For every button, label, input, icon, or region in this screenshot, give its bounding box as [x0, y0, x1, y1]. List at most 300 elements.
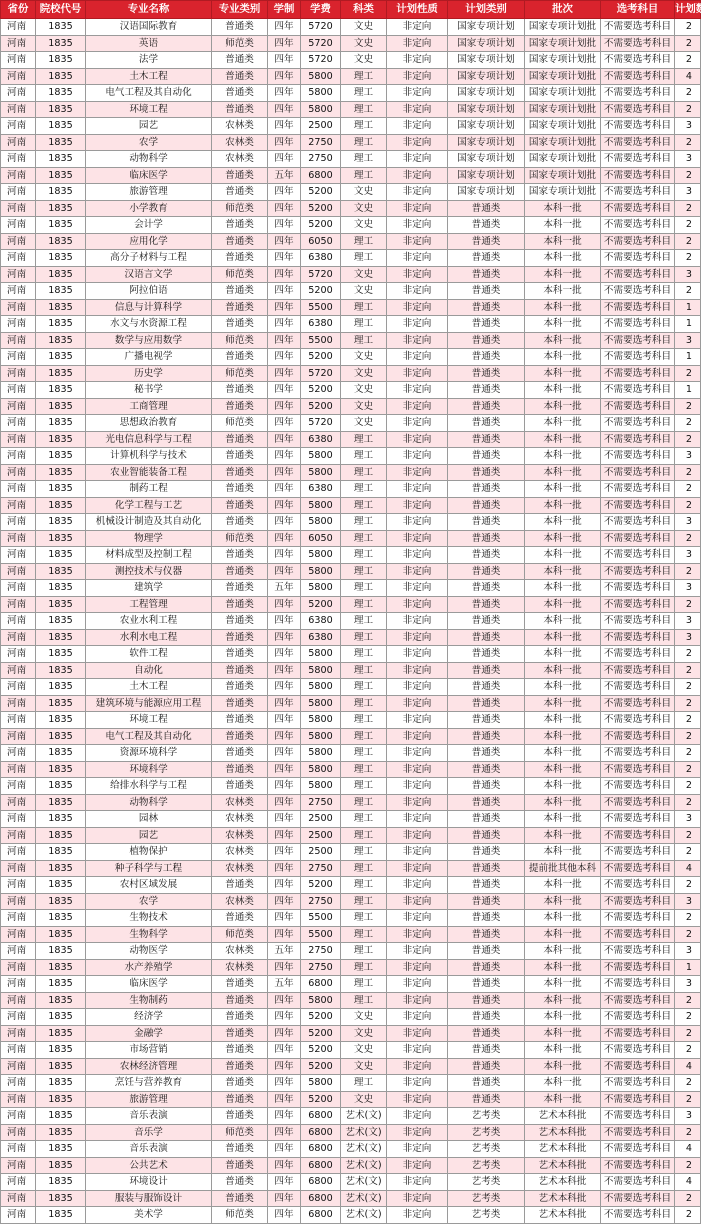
cell-major-category: 农林类	[212, 860, 268, 877]
cell-plan-count: 2	[675, 926, 701, 943]
cell-duration: 四年	[268, 1042, 301, 1059]
cell-subject-type: 理工	[341, 530, 387, 547]
cell-major-name: 建筑环境与能源应用工程	[86, 695, 212, 712]
cell-major-name: 水产养殖学	[86, 959, 212, 976]
table-row	[1, 893, 701, 910]
cell-batch: 国家专项计划批	[525, 68, 601, 85]
cell-province: 河南	[1, 382, 36, 399]
cell-plan-nature: 非定向	[387, 464, 448, 481]
cell-school-code: 1835	[36, 1009, 86, 1026]
table-row	[1, 679, 701, 696]
cell-school-code: 1835	[36, 1091, 86, 1108]
cell-province: 河南	[1, 332, 36, 349]
cell-subject-type: 文史	[341, 200, 387, 217]
cell-school-code: 1835	[36, 1207, 86, 1224]
cell-duration: 四年	[268, 398, 301, 415]
cell-plan-count: 2	[675, 1190, 701, 1207]
cell-plan-count: 2	[675, 398, 701, 415]
cell-plan-nature: 非定向	[387, 266, 448, 283]
cell-school-code: 1835	[36, 580, 86, 597]
cell-plan-nature: 非定向	[387, 19, 448, 36]
cell-tuition: 2500	[301, 811, 341, 828]
cell-school-code: 1835	[36, 646, 86, 663]
cell-major-name: 旅游管理	[86, 184, 212, 201]
cell-major-category: 农林类	[212, 893, 268, 910]
cell-tuition: 5200	[301, 1091, 341, 1108]
cell-plan-nature: 非定向	[387, 283, 448, 300]
cell-school-code: 1835	[36, 19, 86, 36]
cell-batch: 本科一批	[525, 992, 601, 1009]
cell-major-name: 音乐学	[86, 1124, 212, 1141]
cell-subject-type: 理工	[341, 134, 387, 151]
cell-major-category: 普通类	[212, 1108, 268, 1125]
cell-major-name: 英语	[86, 35, 212, 52]
cell-batch: 本科一批	[525, 250, 601, 267]
cell-plan-count: 2	[675, 530, 701, 547]
cell-plan-count: 3	[675, 629, 701, 646]
cell-province: 河南	[1, 596, 36, 613]
cell-plan-nature: 非定向	[387, 35, 448, 52]
cell-tuition: 6380	[301, 613, 341, 630]
cell-plan-count: 2	[675, 778, 701, 795]
cell-subject-type: 文史	[341, 1025, 387, 1042]
table-row	[1, 1207, 701, 1224]
cell-subject-type: 理工	[341, 481, 387, 498]
cell-major-category: 普通类	[212, 745, 268, 762]
column-header-plan-nature: 计划性质	[387, 1, 448, 19]
cell-plan-nature: 非定向	[387, 877, 448, 894]
cell-elective-subjects: 不需要选考科目	[601, 728, 675, 745]
cell-batch: 本科一批	[525, 712, 601, 729]
cell-elective-subjects: 不需要选考科目	[601, 877, 675, 894]
cell-province: 河南	[1, 547, 36, 564]
cell-subject-type: 理工	[341, 926, 387, 943]
cell-major-name: 土木工程	[86, 679, 212, 696]
cell-elective-subjects: 不需要选考科目	[601, 217, 675, 234]
cell-subject-type: 艺术(文)	[341, 1141, 387, 1158]
table-row	[1, 613, 701, 630]
cell-major-category: 农林类	[212, 844, 268, 861]
cell-subject-type: 文史	[341, 19, 387, 36]
cell-plan-nature: 非定向	[387, 415, 448, 432]
cell-plan-category: 普通类	[448, 299, 525, 316]
table-row	[1, 1190, 701, 1207]
cell-elective-subjects: 不需要选考科目	[601, 1207, 675, 1224]
cell-duration: 四年	[268, 415, 301, 432]
cell-major-category: 普通类	[212, 448, 268, 465]
table-row	[1, 167, 701, 184]
cell-major-category: 普通类	[212, 464, 268, 481]
cell-elective-subjects: 不需要选考科目	[601, 646, 675, 663]
cell-plan-nature: 非定向	[387, 695, 448, 712]
cell-school-code: 1835	[36, 926, 86, 943]
cell-subject-type: 理工	[341, 794, 387, 811]
cell-major-name: 土木工程	[86, 68, 212, 85]
cell-province: 河南	[1, 662, 36, 679]
cell-subject-type: 理工	[341, 695, 387, 712]
cell-plan-count: 2	[675, 728, 701, 745]
cell-tuition: 5500	[301, 332, 341, 349]
cell-subject-type: 理工	[341, 712, 387, 729]
cell-plan-count: 3	[675, 547, 701, 564]
cell-duration: 四年	[268, 316, 301, 333]
cell-major-name: 工商管理	[86, 398, 212, 415]
cell-batch: 本科一批	[525, 200, 601, 217]
cell-tuition: 2750	[301, 794, 341, 811]
table-row	[1, 299, 701, 316]
cell-plan-nature: 非定向	[387, 118, 448, 135]
cell-duration: 四年	[268, 184, 301, 201]
cell-plan-count: 2	[675, 464, 701, 481]
cell-elective-subjects: 不需要选考科目	[601, 250, 675, 267]
cell-tuition: 2500	[301, 827, 341, 844]
cell-major-category: 普通类	[212, 1058, 268, 1075]
cell-school-code: 1835	[36, 827, 86, 844]
cell-duration: 四年	[268, 1174, 301, 1191]
table-row	[1, 118, 701, 135]
cell-school-code: 1835	[36, 415, 86, 432]
cell-school-code: 1835	[36, 151, 86, 168]
cell-batch: 本科一批	[525, 794, 601, 811]
cell-plan-nature: 非定向	[387, 761, 448, 778]
cell-province: 河南	[1, 1157, 36, 1174]
cell-plan-category: 普通类	[448, 811, 525, 828]
cell-plan-category: 国家专项计划	[448, 101, 525, 118]
cell-major-category: 普通类	[212, 316, 268, 333]
cell-plan-nature: 非定向	[387, 1190, 448, 1207]
cell-major-name: 信息与计算科学	[86, 299, 212, 316]
cell-batch: 国家专项计划批	[525, 184, 601, 201]
cell-plan-category: 普通类	[448, 629, 525, 646]
cell-subject-type: 理工	[341, 860, 387, 877]
cell-subject-type: 理工	[341, 85, 387, 102]
cell-province: 河南	[1, 250, 36, 267]
cell-plan-count: 3	[675, 811, 701, 828]
cell-major-category: 师范类	[212, 1207, 268, 1224]
cell-major-name: 金融学	[86, 1025, 212, 1042]
cell-duration: 四年	[268, 1124, 301, 1141]
cell-major-name: 农业智能装备工程	[86, 464, 212, 481]
cell-batch: 本科一批	[525, 811, 601, 828]
cell-plan-category: 艺考类	[448, 1207, 525, 1224]
cell-batch: 本科一批	[525, 217, 601, 234]
cell-plan-nature: 非定向	[387, 844, 448, 861]
cell-plan-count: 2	[675, 844, 701, 861]
cell-plan-nature: 非定向	[387, 745, 448, 762]
cell-plan-nature: 非定向	[387, 563, 448, 580]
cell-subject-type: 文史	[341, 349, 387, 366]
cell-province: 河南	[1, 233, 36, 250]
cell-school-code: 1835	[36, 695, 86, 712]
cell-province: 河南	[1, 35, 36, 52]
cell-tuition: 5200	[301, 877, 341, 894]
cell-subject-type: 理工	[341, 448, 387, 465]
cell-batch: 艺术本科批	[525, 1141, 601, 1158]
cell-plan-nature: 非定向	[387, 1042, 448, 1059]
cell-major-name: 数学与应用数学	[86, 332, 212, 349]
column-header-elective-subjects: 选考科目	[601, 1, 675, 19]
cell-duration: 四年	[268, 662, 301, 679]
cell-province: 河南	[1, 778, 36, 795]
cell-elective-subjects: 不需要选考科目	[601, 398, 675, 415]
cell-province: 河南	[1, 1190, 36, 1207]
column-header-major-name: 专业名称	[86, 1, 212, 19]
cell-plan-count: 1	[675, 316, 701, 333]
cell-major-category: 普通类	[212, 580, 268, 597]
cell-major-category: 普通类	[212, 85, 268, 102]
cell-elective-subjects: 不需要选考科目	[601, 118, 675, 135]
cell-subject-type: 理工	[341, 943, 387, 960]
cell-school-code: 1835	[36, 794, 86, 811]
cell-major-category: 农林类	[212, 943, 268, 960]
cell-elective-subjects: 不需要选考科目	[601, 332, 675, 349]
cell-tuition: 5800	[301, 497, 341, 514]
cell-major-name: 建筑学	[86, 580, 212, 597]
cell-major-name: 水利水电工程	[86, 629, 212, 646]
cell-batch: 本科一批	[525, 761, 601, 778]
cell-plan-count: 2	[675, 761, 701, 778]
cell-elective-subjects: 不需要选考科目	[601, 613, 675, 630]
table-row	[1, 464, 701, 481]
cell-school-code: 1835	[36, 266, 86, 283]
cell-subject-type: 理工	[341, 250, 387, 267]
cell-school-code: 1835	[36, 68, 86, 85]
cell-tuition: 6800	[301, 1174, 341, 1191]
cell-province: 河南	[1, 19, 36, 36]
cell-school-code: 1835	[36, 1190, 86, 1207]
cell-tuition: 5800	[301, 448, 341, 465]
cell-major-category: 普通类	[212, 1042, 268, 1059]
cell-major-category: 普通类	[212, 679, 268, 696]
cell-subject-type: 理工	[341, 629, 387, 646]
cell-school-code: 1835	[36, 712, 86, 729]
cell-major-category: 农林类	[212, 827, 268, 844]
cell-elective-subjects: 不需要选考科目	[601, 959, 675, 976]
cell-plan-count: 2	[675, 497, 701, 514]
cell-duration: 四年	[268, 68, 301, 85]
cell-duration: 四年	[268, 563, 301, 580]
cell-plan-count: 2	[675, 101, 701, 118]
cell-plan-count: 3	[675, 266, 701, 283]
cell-plan-category: 普通类	[448, 910, 525, 927]
cell-batch: 国家专项计划批	[525, 101, 601, 118]
cell-plan-count: 2	[675, 992, 701, 1009]
cell-elective-subjects: 不需要选考科目	[601, 415, 675, 432]
cell-major-category: 师范类	[212, 415, 268, 432]
cell-major-category: 普通类	[212, 1190, 268, 1207]
cell-subject-type: 理工	[341, 514, 387, 531]
cell-major-category: 普通类	[212, 910, 268, 927]
table-row	[1, 1009, 701, 1026]
cell-duration: 四年	[268, 52, 301, 69]
cell-province: 河南	[1, 761, 36, 778]
cell-subject-type: 文史	[341, 283, 387, 300]
cell-school-code: 1835	[36, 596, 86, 613]
cell-duration: 四年	[268, 266, 301, 283]
cell-elective-subjects: 不需要选考科目	[601, 1108, 675, 1125]
cell-subject-type: 理工	[341, 431, 387, 448]
cell-major-category: 师范类	[212, 200, 268, 217]
cell-plan-count: 2	[675, 283, 701, 300]
cell-plan-count: 2	[675, 217, 701, 234]
table-row	[1, 382, 701, 399]
cell-plan-nature: 非定向	[387, 712, 448, 729]
cell-province: 河南	[1, 134, 36, 151]
cell-plan-category: 普通类	[448, 431, 525, 448]
cell-elective-subjects: 不需要选考科目	[601, 1091, 675, 1108]
cell-plan-nature: 非定向	[387, 613, 448, 630]
cell-plan-nature: 非定向	[387, 184, 448, 201]
cell-plan-category: 普通类	[448, 266, 525, 283]
cell-plan-nature: 非定向	[387, 1157, 448, 1174]
table-row	[1, 1174, 701, 1191]
cell-major-name: 公共艺术	[86, 1157, 212, 1174]
cell-major-name: 环境工程	[86, 101, 212, 118]
cell-batch: 提前批其他本科	[525, 860, 601, 877]
cell-plan-category: 普通类	[448, 860, 525, 877]
cell-tuition: 5800	[301, 992, 341, 1009]
cell-school-code: 1835	[36, 778, 86, 795]
cell-plan-count: 2	[675, 662, 701, 679]
table-row	[1, 563, 701, 580]
cell-duration: 四年	[268, 250, 301, 267]
cell-province: 河南	[1, 1009, 36, 1026]
cell-school-code: 1835	[36, 629, 86, 646]
cell-elective-subjects: 不需要选考科目	[601, 629, 675, 646]
cell-plan-category: 普通类	[448, 250, 525, 267]
cell-plan-nature: 非定向	[387, 728, 448, 745]
cell-major-category: 普通类	[212, 646, 268, 663]
cell-duration: 四年	[268, 629, 301, 646]
column-header-school-code: 院校代号	[36, 1, 86, 19]
cell-plan-count: 3	[675, 184, 701, 201]
cell-province: 河南	[1, 992, 36, 1009]
table-row	[1, 283, 701, 300]
cell-batch: 本科一批	[525, 943, 601, 960]
cell-major-category: 普通类	[212, 250, 268, 267]
cell-plan-count: 2	[675, 679, 701, 696]
cell-province: 河南	[1, 613, 36, 630]
cell-major-category: 师范类	[212, 1124, 268, 1141]
cell-major-name: 种子科学与工程	[86, 860, 212, 877]
cell-major-name: 应用化学	[86, 233, 212, 250]
cell-subject-type: 理工	[341, 118, 387, 135]
table-row	[1, 514, 701, 531]
cell-subject-type: 理工	[341, 893, 387, 910]
cell-major-name: 光电信息科学与工程	[86, 431, 212, 448]
table-row	[1, 1157, 701, 1174]
cell-subject-type: 艺术(文)	[341, 1207, 387, 1224]
cell-subject-type: 理工	[341, 778, 387, 795]
cell-major-name: 会计学	[86, 217, 212, 234]
cell-plan-category: 国家专项计划	[448, 134, 525, 151]
cell-duration: 四年	[268, 926, 301, 943]
cell-plan-nature: 非定向	[387, 52, 448, 69]
cell-school-code: 1835	[36, 613, 86, 630]
cell-batch: 国家专项计划批	[525, 52, 601, 69]
table-row	[1, 497, 701, 514]
cell-school-code: 1835	[36, 184, 86, 201]
cell-duration: 四年	[268, 761, 301, 778]
column-header-province: 省份	[1, 1, 36, 19]
column-header-major-category: 专业类别	[212, 1, 268, 19]
cell-province: 河南	[1, 151, 36, 168]
cell-plan-count: 2	[675, 134, 701, 151]
cell-batch: 本科一批	[525, 464, 601, 481]
cell-plan-category: 普通类	[448, 679, 525, 696]
cell-plan-count: 2	[675, 167, 701, 184]
cell-major-category: 普通类	[212, 233, 268, 250]
cell-duration: 四年	[268, 712, 301, 729]
table-row	[1, 266, 701, 283]
cell-province: 河南	[1, 860, 36, 877]
cell-elective-subjects: 不需要选考科目	[601, 844, 675, 861]
cell-major-category: 普通类	[212, 992, 268, 1009]
cell-school-code: 1835	[36, 761, 86, 778]
cell-major-category: 普通类	[212, 283, 268, 300]
cell-subject-type: 艺术(文)	[341, 1124, 387, 1141]
cell-duration: 四年	[268, 448, 301, 465]
cell-elective-subjects: 不需要选考科目	[601, 1157, 675, 1174]
cell-duration: 五年	[268, 167, 301, 184]
cell-major-category: 普通类	[212, 19, 268, 36]
cell-duration: 四年	[268, 349, 301, 366]
cell-plan-category: 艺考类	[448, 1124, 525, 1141]
cell-duration: 五年	[268, 943, 301, 960]
cell-school-code: 1835	[36, 514, 86, 531]
cell-plan-count: 3	[675, 976, 701, 993]
cell-duration: 四年	[268, 332, 301, 349]
cell-plan-count: 2	[675, 85, 701, 102]
table-row	[1, 1042, 701, 1059]
cell-subject-type: 理工	[341, 151, 387, 168]
cell-subject-type: 理工	[341, 613, 387, 630]
cell-plan-count: 4	[675, 1174, 701, 1191]
cell-subject-type: 文史	[341, 415, 387, 432]
cell-plan-nature: 非定向	[387, 332, 448, 349]
cell-plan-category: 普通类	[448, 1009, 525, 1026]
cell-major-name: 服装与服饰设计	[86, 1190, 212, 1207]
cell-plan-count: 3	[675, 514, 701, 531]
cell-school-code: 1835	[36, 299, 86, 316]
cell-plan-nature: 非定向	[387, 151, 448, 168]
cell-province: 河南	[1, 1207, 36, 1224]
cell-plan-nature: 非定向	[387, 596, 448, 613]
cell-province: 河南	[1, 1058, 36, 1075]
cell-plan-nature: 非定向	[387, 530, 448, 547]
cell-elective-subjects: 不需要选考科目	[601, 976, 675, 993]
cell-plan-nature: 非定向	[387, 1025, 448, 1042]
cell-duration: 四年	[268, 1075, 301, 1092]
cell-plan-category: 普通类	[448, 778, 525, 795]
table-row	[1, 992, 701, 1009]
cell-plan-nature: 非定向	[387, 679, 448, 696]
cell-plan-nature: 非定向	[387, 200, 448, 217]
cell-major-category: 普通类	[212, 431, 268, 448]
cell-province: 河南	[1, 1174, 36, 1191]
cell-duration: 四年	[268, 514, 301, 531]
cell-elective-subjects: 不需要选考科目	[601, 1042, 675, 1059]
cell-batch: 本科一批	[525, 299, 601, 316]
cell-major-name: 小学教育	[86, 200, 212, 217]
cell-plan-category: 普通类	[448, 580, 525, 597]
cell-plan-category: 普通类	[448, 1058, 525, 1075]
cell-plan-count: 1	[675, 349, 701, 366]
table-row	[1, 712, 701, 729]
cell-plan-category: 普通类	[448, 844, 525, 861]
cell-batch: 本科一批	[525, 233, 601, 250]
cell-major-name: 机械设计制造及其自动化	[86, 514, 212, 531]
